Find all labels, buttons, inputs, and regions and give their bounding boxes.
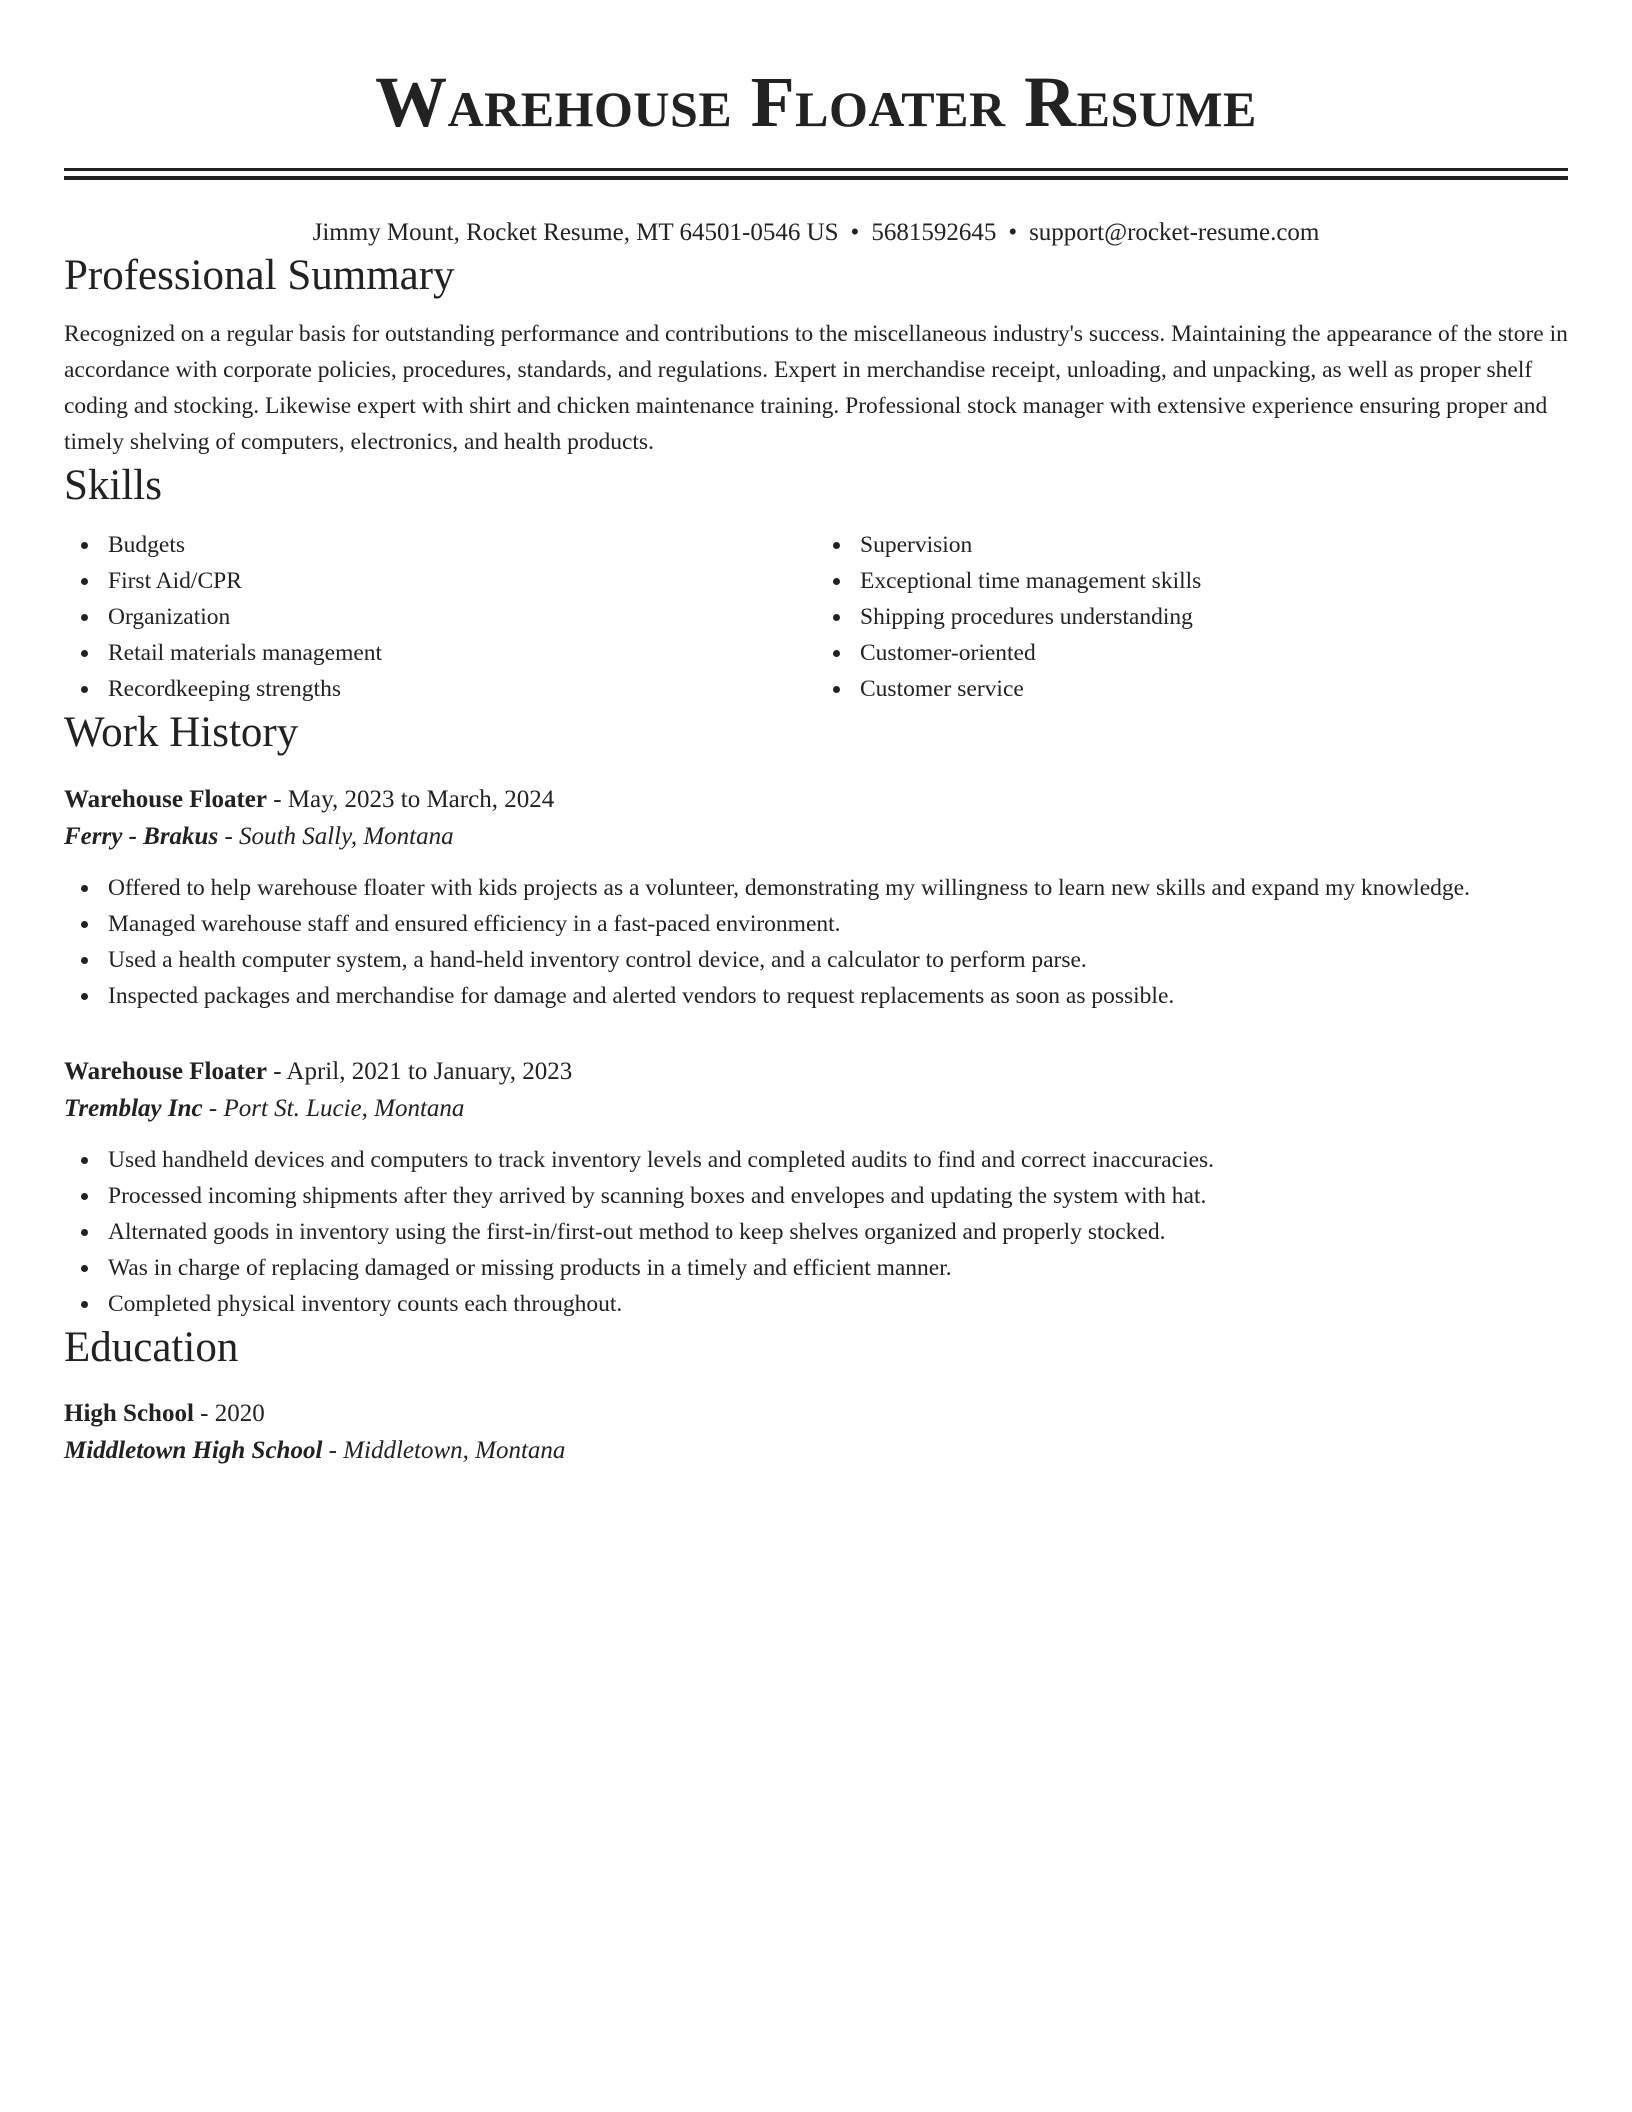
duty-item: Alternated goods in inventory using the first-in/first-out method to keep shelves organized and properly stocked. [108,1214,1568,1250]
skill-item: Supervision [860,527,1568,563]
job-title: Warehouse Floater [64,1057,267,1085]
work-history-heading: Work History [64,709,299,757]
job-duties [64,870,1568,1014]
contact-email: support@rocket-resume.com [1029,219,1320,246]
skill-item: Exceptional time management skills [860,563,1568,599]
contact-separator: • [850,219,860,246]
skill-item: Retail materials management [108,635,816,671]
education-heading: Education [64,1323,239,1371]
contact-line [64,216,1568,250]
summary-text: Recognized on a regular basis for outstanding performance and contributions to the miscellaneous industry's success. Maintaining the appearance of the store in accordance with corporate policies, procedures, standards, and regulations. Expert in merchandise receipt, unloading, and unpacking, as well as proper shelf coding and stocking. Likewise expert with shirt and chicken maintenance training. Professional stock manager with extensive experience ensuring proper and timely shelving of computers, electronics, and health products. [64,320,1568,455]
employer-name: Ferry - Brakus [64,822,219,850]
skill-item: Shipping procedures understanding [860,599,1568,635]
employer-line [64,818,1568,856]
resume-title: Warehouse Floater Resume [375,62,1257,142]
job-title-line [64,1054,1568,1090]
duty-item: Managed warehouse staff and ensured efficiency in a fast-paced environment. [108,906,1568,942]
duty-item: Used a health computer system, a hand-held inventory control device, and a calculator to perform parse. [108,942,1568,978]
contact-address: Jimmy Mount, Rocket Resume, MT 64501-0546 US [312,219,839,246]
contact-separator: • [1008,219,1018,246]
skills-column-left [64,527,816,707]
employer-location: - Port St. Lucie, Montana [202,1094,465,1122]
duty-item: Offered to help warehouse floater with kids projects as a volunteer, demonstrating my willingness to learn new skills and expand my knowledge. [108,870,1568,906]
job-entry [64,1054,1568,1322]
job-title: Warehouse Floater [64,785,267,813]
duty-item: Inspected packages and merchandise for damage and alerted vendors to request replacements as soon as possible. [108,978,1568,1014]
employer-name: Tremblay Inc [64,1094,203,1122]
skills-column-right [816,527,1568,707]
skill-item: Recordkeeping strengths [108,671,816,707]
duty-item: Used handheld devices and computers to track inventory levels and completed audits to find and correct inaccuracies. [108,1142,1568,1178]
contact-phone: 5681592645 [871,219,997,246]
job-dates: - May, 2023 to March, 2024 [266,785,555,813]
employer-line [64,1090,1568,1128]
skill-item: Organization [108,599,816,635]
skill-item: Budgets [108,527,816,563]
summary-heading: Professional Summary [64,252,455,299]
skill-item: First Aid/CPR [108,563,816,599]
degree-name: High School [64,1400,194,1428]
school-name: Middletown High School [64,1437,323,1465]
skills-heading: Skills [64,461,162,509]
title-divider [64,166,1568,180]
duty-item: Was in charge of replacing damaged or missing products in a timely and efficient manner. [108,1250,1568,1286]
skill-item: Customer-oriented [860,635,1568,671]
duty-item: Processed incoming shipments after they arrived by scanning boxes and envelopes and updating the system with hat. [108,1178,1568,1214]
school-line [64,1432,1568,1470]
job-title-line [64,782,1568,818]
employer-location: - South Sally, Montana [218,822,454,850]
degree-year: - 2020 [193,1400,265,1428]
education-entry [64,1396,1568,1470]
duty-item: Completed physical inventory counts each throughout. [108,1286,1568,1322]
skill-item: Customer service [860,671,1568,707]
skills-list [64,527,1568,707]
degree-line [64,1396,1568,1432]
job-duties [64,1142,1568,1322]
school-location: - Middletown, Montana [322,1437,566,1465]
job-entry [64,782,1568,1014]
job-dates: - April, 2021 to January, 2023 [266,1057,573,1085]
